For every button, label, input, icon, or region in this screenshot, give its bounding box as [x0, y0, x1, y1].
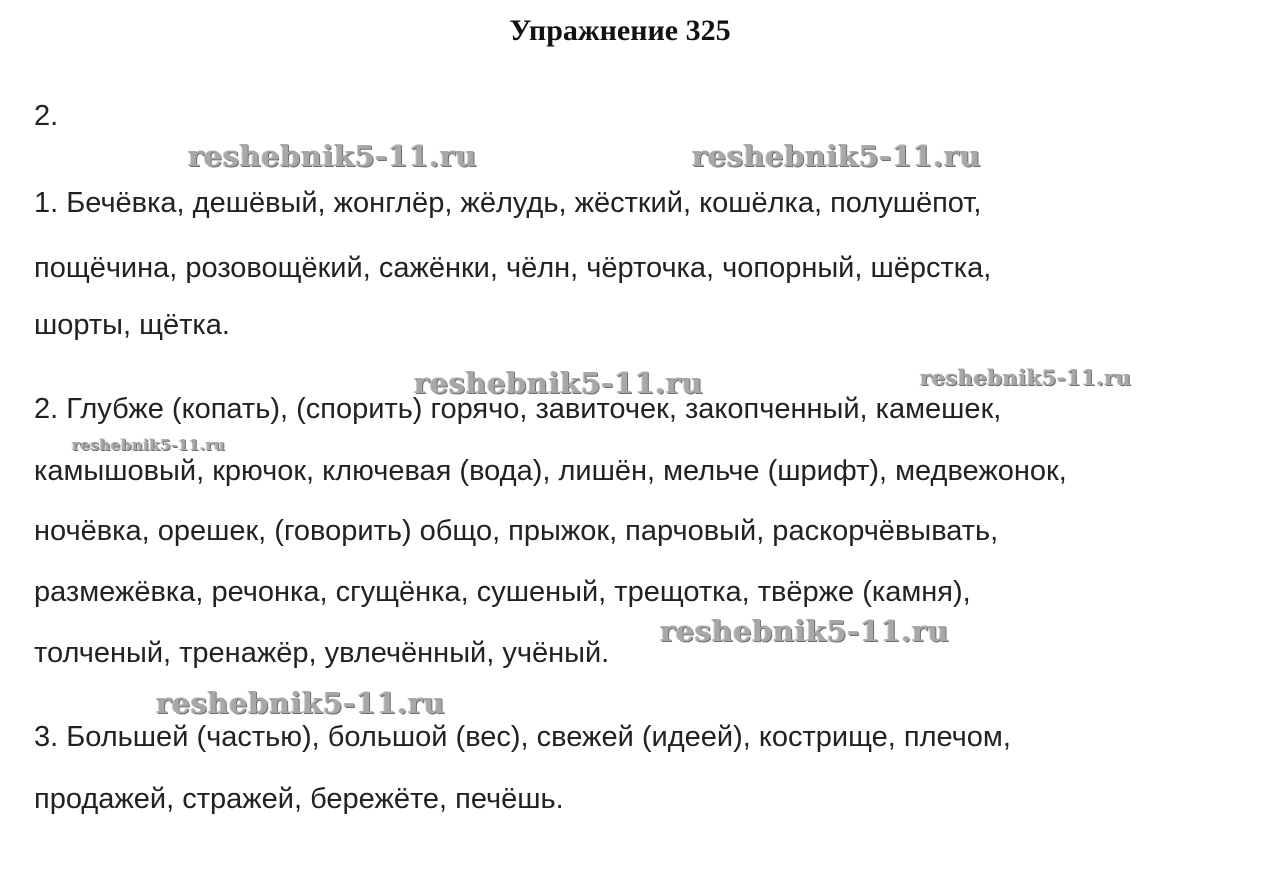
answer-line: 1. Бечёвка, дешёвый, жонглёр, жёлудь, жёсткий, кошёлка, полушёпот, — [34, 187, 982, 219]
answer-line: размежёвка, речонка, сгущёнка, сушеный, трещотка, твёрже (камня), — [34, 576, 971, 608]
watermark: reshebnik5-11.ru — [692, 139, 982, 173]
watermark: reshebnik5-11.ru — [660, 614, 950, 648]
watermark: reshebnik5-11.ru — [414, 366, 704, 400]
watermark: reshebnik5-11.ru — [920, 365, 1132, 390]
watermark: reshebnik5-11.ru — [156, 686, 446, 720]
task-number: 2. — [34, 100, 59, 132]
answer-line: шорты, щётка. — [34, 309, 230, 341]
answer-line: камышовый, крючок, ключевая (вода), лишён, мельче (шрифт), медвежонок, — [34, 455, 1067, 487]
answer-line: продажей, стражей, бережёте, печёшь. — [34, 783, 564, 815]
answer-line: 2. Глубже (копать), (спорить) горячо, завиточек, закопченный, камешек, — [34, 393, 1002, 425]
watermark: reshebnik5-11.ru — [72, 436, 226, 454]
answer-line: пощёчина, розовощёкий, сажёнки, чёлн, чёрточка, чопорный, шёрстка, — [34, 252, 992, 284]
watermark: reshebnik5-11.ru — [188, 139, 478, 173]
answer-line: толченый, тренажёр, увлечённый, учёный. — [34, 637, 610, 669]
answer-line: 3. Большей (частью), большой (вес), свежей (идеей), кострище, плечом, — [34, 721, 1011, 753]
answer-line: ночёвка, орешек, (говорить) общо, прыжок, парчовый, раскорчёвывать, — [34, 515, 999, 547]
page-title: Упражнение 325 — [509, 14, 731, 47]
